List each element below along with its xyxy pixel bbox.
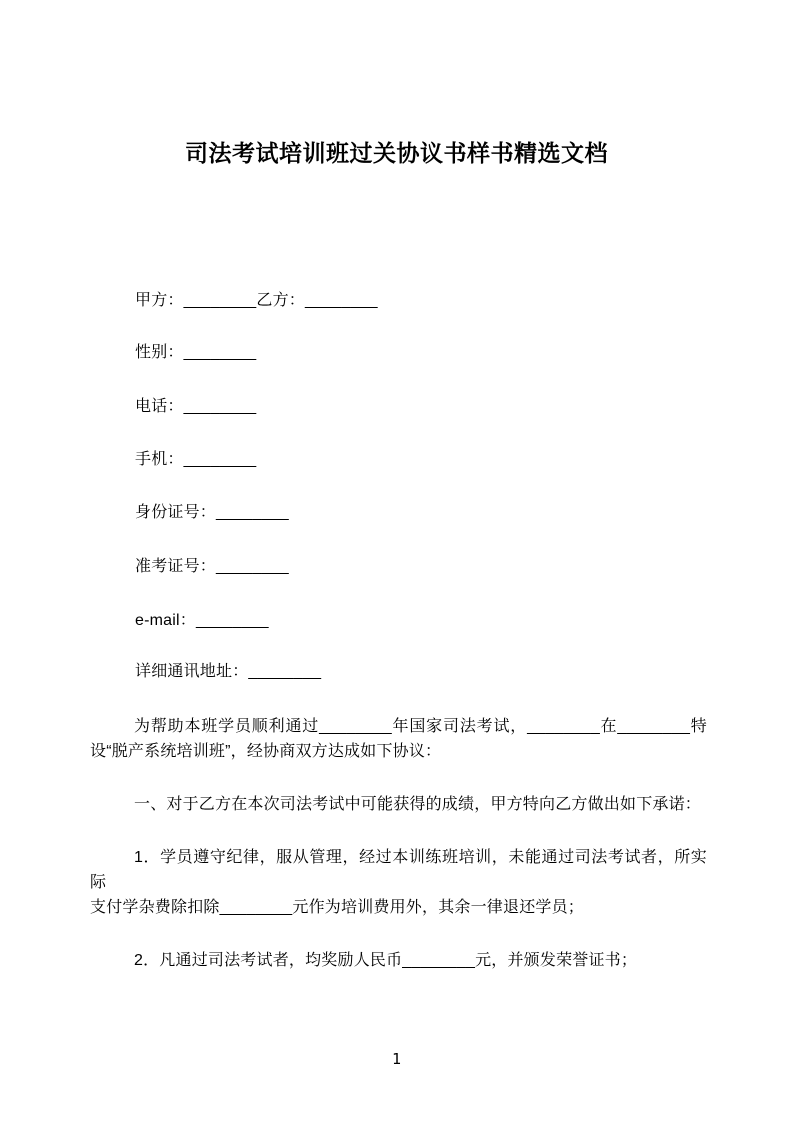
text-line: 一、对于乙方在本次司法考试中可能获得的成绩，甲方特向乙方做出如下承诺：	[134, 796, 702, 813]
form-row-mailing-address: 详细通讯地址：________	[135, 663, 322, 680]
document-title: 司法考试培训班过关协议书样书精选文档	[185, 140, 608, 166]
form-row-mobile: 手机：________	[135, 451, 257, 468]
text-line: 支付学杂费除扣除________元作为培训费用外，其余一律退还学员；	[90, 899, 584, 916]
text-line: 设“脱产系统培训班”，经协商双方达成如下协议：	[90, 743, 442, 760]
text-line: 为帮助本班学员顺利通过________年国家司法考试，________在________特	[134, 718, 707, 735]
agreement-body	[90, 714, 707, 973]
form-row-exam-admission-number: 准考证号：________	[135, 558, 289, 575]
form-row-parties: 甲方：________乙方：________	[135, 292, 378, 309]
page-number: 1	[391, 1050, 402, 1068]
text-line: 1．学员遵守纪律，服从管理，经过本训练班培训，未能通过司法考试者，所实际	[90, 849, 707, 891]
form-row-telephone: 电话：________	[135, 398, 257, 415]
form-row-id-number: 身份证号：________	[135, 504, 289, 521]
paragraph-intro	[90, 714, 707, 764]
form-row-gender: 性别：________	[135, 344, 257, 361]
form-row-email: e-mail：________	[135, 612, 269, 629]
paragraph-section-one	[90, 792, 707, 817]
paragraph-clause-2	[90, 948, 707, 973]
text-line: 2．凡通过司法考试者，均奖励人民币________元，并颁发荣誉证书；	[134, 952, 638, 969]
paragraph-clause-1	[90, 845, 707, 920]
